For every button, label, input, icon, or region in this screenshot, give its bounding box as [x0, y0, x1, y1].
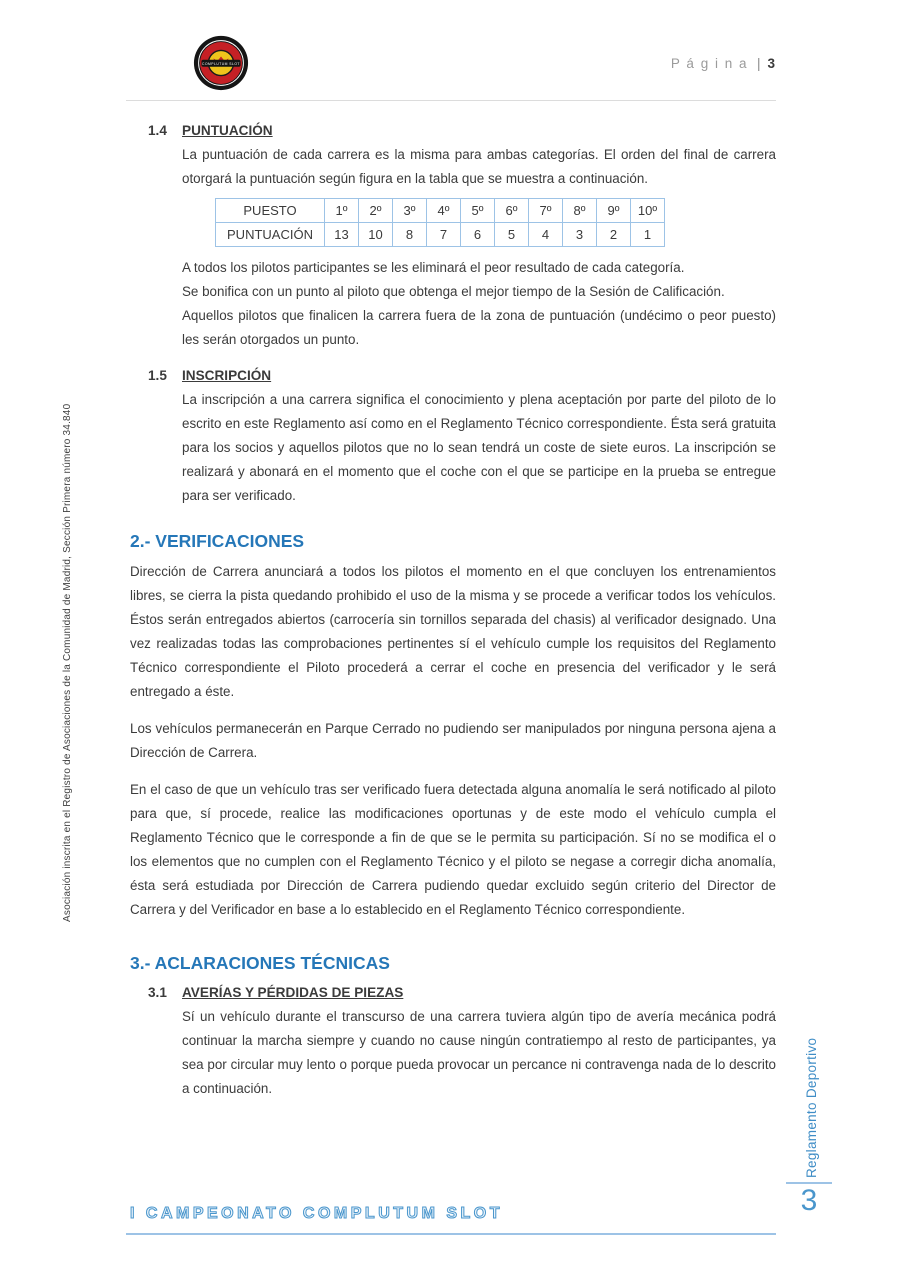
table-cell: 13: [325, 223, 359, 247]
club-logo-icon: [193, 35, 249, 91]
table-cell: PUESTO: [216, 199, 325, 223]
section-title: INSCRIPCIÓN: [182, 368, 272, 383]
table-cell: 10º: [631, 199, 665, 223]
paragraph: En el caso de que un vehículo tras ser verificado fuera detectada alguna anomalía le será notificado al piloto para que, sí procede, realice las modificaciones oportunas y de este modo el vehículo cumpla el Reglamento Técnico que le corresponde a fin de que se le permita su participación. Sí no se modifica el o los elementos que no cumplen con el Reglamento Técnico y el piloto se negase a corregir dicha anomalía, ésta será estudiada por Dirección de Carrera pudiendo quedar excluido según criterio del Director de Carrera y del Verificador en base a lo establecido en el Reglamento Técnico correspondiente.: [130, 782, 776, 917]
table-cell: 10: [359, 223, 393, 247]
paragraph: Los vehículos permanecerán en Parque Cerrado no pudiendo ser manipulados por ninguna persona ajena a Dirección de Carrera.: [130, 721, 776, 760]
table-cell: 3º: [393, 199, 427, 223]
table-cell: 1: [631, 223, 665, 247]
paragraph: Se bonifica con un punto al piloto que obtenga el mejor tiempo de la Sesión de Calificación.: [182, 284, 725, 299]
paragraph: Sí un vehículo durante el transcurso de una carrera tuviera algún tipo de avería mecánica podrá continuar la marcha siempre y cuando no cause ningún contratiempo al resto de participantes, ya sea por circular muy lento o porque pueda provocar un percance ni contravenga nada de lo descrito a continuación.: [182, 1009, 776, 1096]
club-logo-text: COMPLUTUM SLOT: [202, 62, 240, 67]
table-cell: 5: [495, 223, 529, 247]
table-cell: 6º: [495, 199, 529, 223]
section-2-heading: 2.- VERIFICACIONES: [130, 531, 305, 551]
section-number: 3.1: [148, 985, 167, 1000]
section-3-heading: 3.- ACLARACIONES TÉCNICAS: [130, 953, 390, 973]
score-table: [215, 198, 665, 247]
footer-divider: [126, 1233, 776, 1235]
table-cell: 2: [597, 223, 631, 247]
table-cell: 3: [563, 223, 597, 247]
table-cell: 4: [529, 223, 563, 247]
club-logo: [193, 35, 249, 91]
page-indicator: [671, 56, 775, 71]
table-cell: 2º: [359, 199, 393, 223]
table-cell: 5º: [461, 199, 495, 223]
table-cell: 8: [393, 223, 427, 247]
document-content: [130, 116, 776, 1101]
footer-page-number: [786, 1182, 832, 1218]
table-cell: 8º: [563, 199, 597, 223]
table-cell: 4º: [427, 199, 461, 223]
table-cell: 9º: [597, 199, 631, 223]
section-number: 1.4: [148, 123, 167, 138]
footer-page-number-text: 3: [800, 1184, 818, 1217]
section-number: 1.5: [148, 368, 167, 383]
paragraph: La inscripción a una carrera significa el conocimiento y plena aceptación por parte del piloto de lo escrito en este Reglamento así como en el Reglamento Técnico correspondiente. Ésta será gratuita para los socios y aquellos pilotos que no lo sean tendrá un coste de siete euros. La inscripción se realizará y abonará en el momento que el coche con el que se participe en la prueba se entregue para ser verificado.: [182, 392, 776, 503]
section-title: PUNTUACIÓN: [182, 123, 273, 138]
table-cell: 1º: [325, 199, 359, 223]
paragraph: La puntuación de cada carrera es la misma para ambas categorías. El orden del final de carrera otorgará la puntuación según figura en la tabla que se muestra a continuación.: [182, 147, 776, 186]
section-1-4-heading: [130, 122, 776, 140]
paragraph: Dirección de Carrera anunciará a todos los pilotos el momento en el que concluyen los entrenamientos libres, se cierra la pista quedando prohibido el uso de la misma y se procede a verificar todos los vehículos. Éstos serán entregados abiertos (carrocería sin tornillos separada del chasis) al verificador designado. Una vez realizadas todas las comprobaciones pertinentes sí el vehículo cumple los requisitos del Reglamento Técnico correspondiente el Piloto procederá a cerrar el coche en presencia del verificador y le será entregado a éste.: [130, 564, 776, 699]
score-table-values-row: [216, 223, 665, 247]
table-cell: 6: [461, 223, 495, 247]
table-cell: 7º: [529, 199, 563, 223]
paragraph: Aquellos pilotos que finalicen la carrera fuera de la zona de puntuación (undécimo o peor puesto) les serán otorgados un punto.: [182, 308, 776, 347]
left-margin-note: Asociación inscrita en el Registro de Asociaciones de la Comunidad de Madrid, Sección Primera número 34.840: [62, 403, 73, 922]
right-margin-note: Reglamento Deportivo: [804, 1037, 819, 1178]
footer-championship-title: I CAMPEONATO COMPLUTUM SLOT: [130, 1205, 504, 1222]
section-1-5-heading: [130, 367, 776, 385]
table-cell: PUNTUACIÓN: [216, 223, 325, 247]
score-table-header-row: [216, 199, 665, 223]
table-cell: 7: [427, 223, 461, 247]
page-separator: |: [756, 56, 761, 71]
header-divider: [126, 100, 776, 101]
section-3-1-heading: [130, 984, 776, 1002]
page-number: 3: [767, 56, 775, 71]
paragraph: A todos los pilotos participantes se les eliminará el peor resultado de cada categoría.: [182, 260, 685, 275]
section-title: AVERÍAS Y PÉRDIDAS DE PIEZAS: [182, 985, 404, 1000]
page-label: P á g i n a: [670, 56, 748, 71]
